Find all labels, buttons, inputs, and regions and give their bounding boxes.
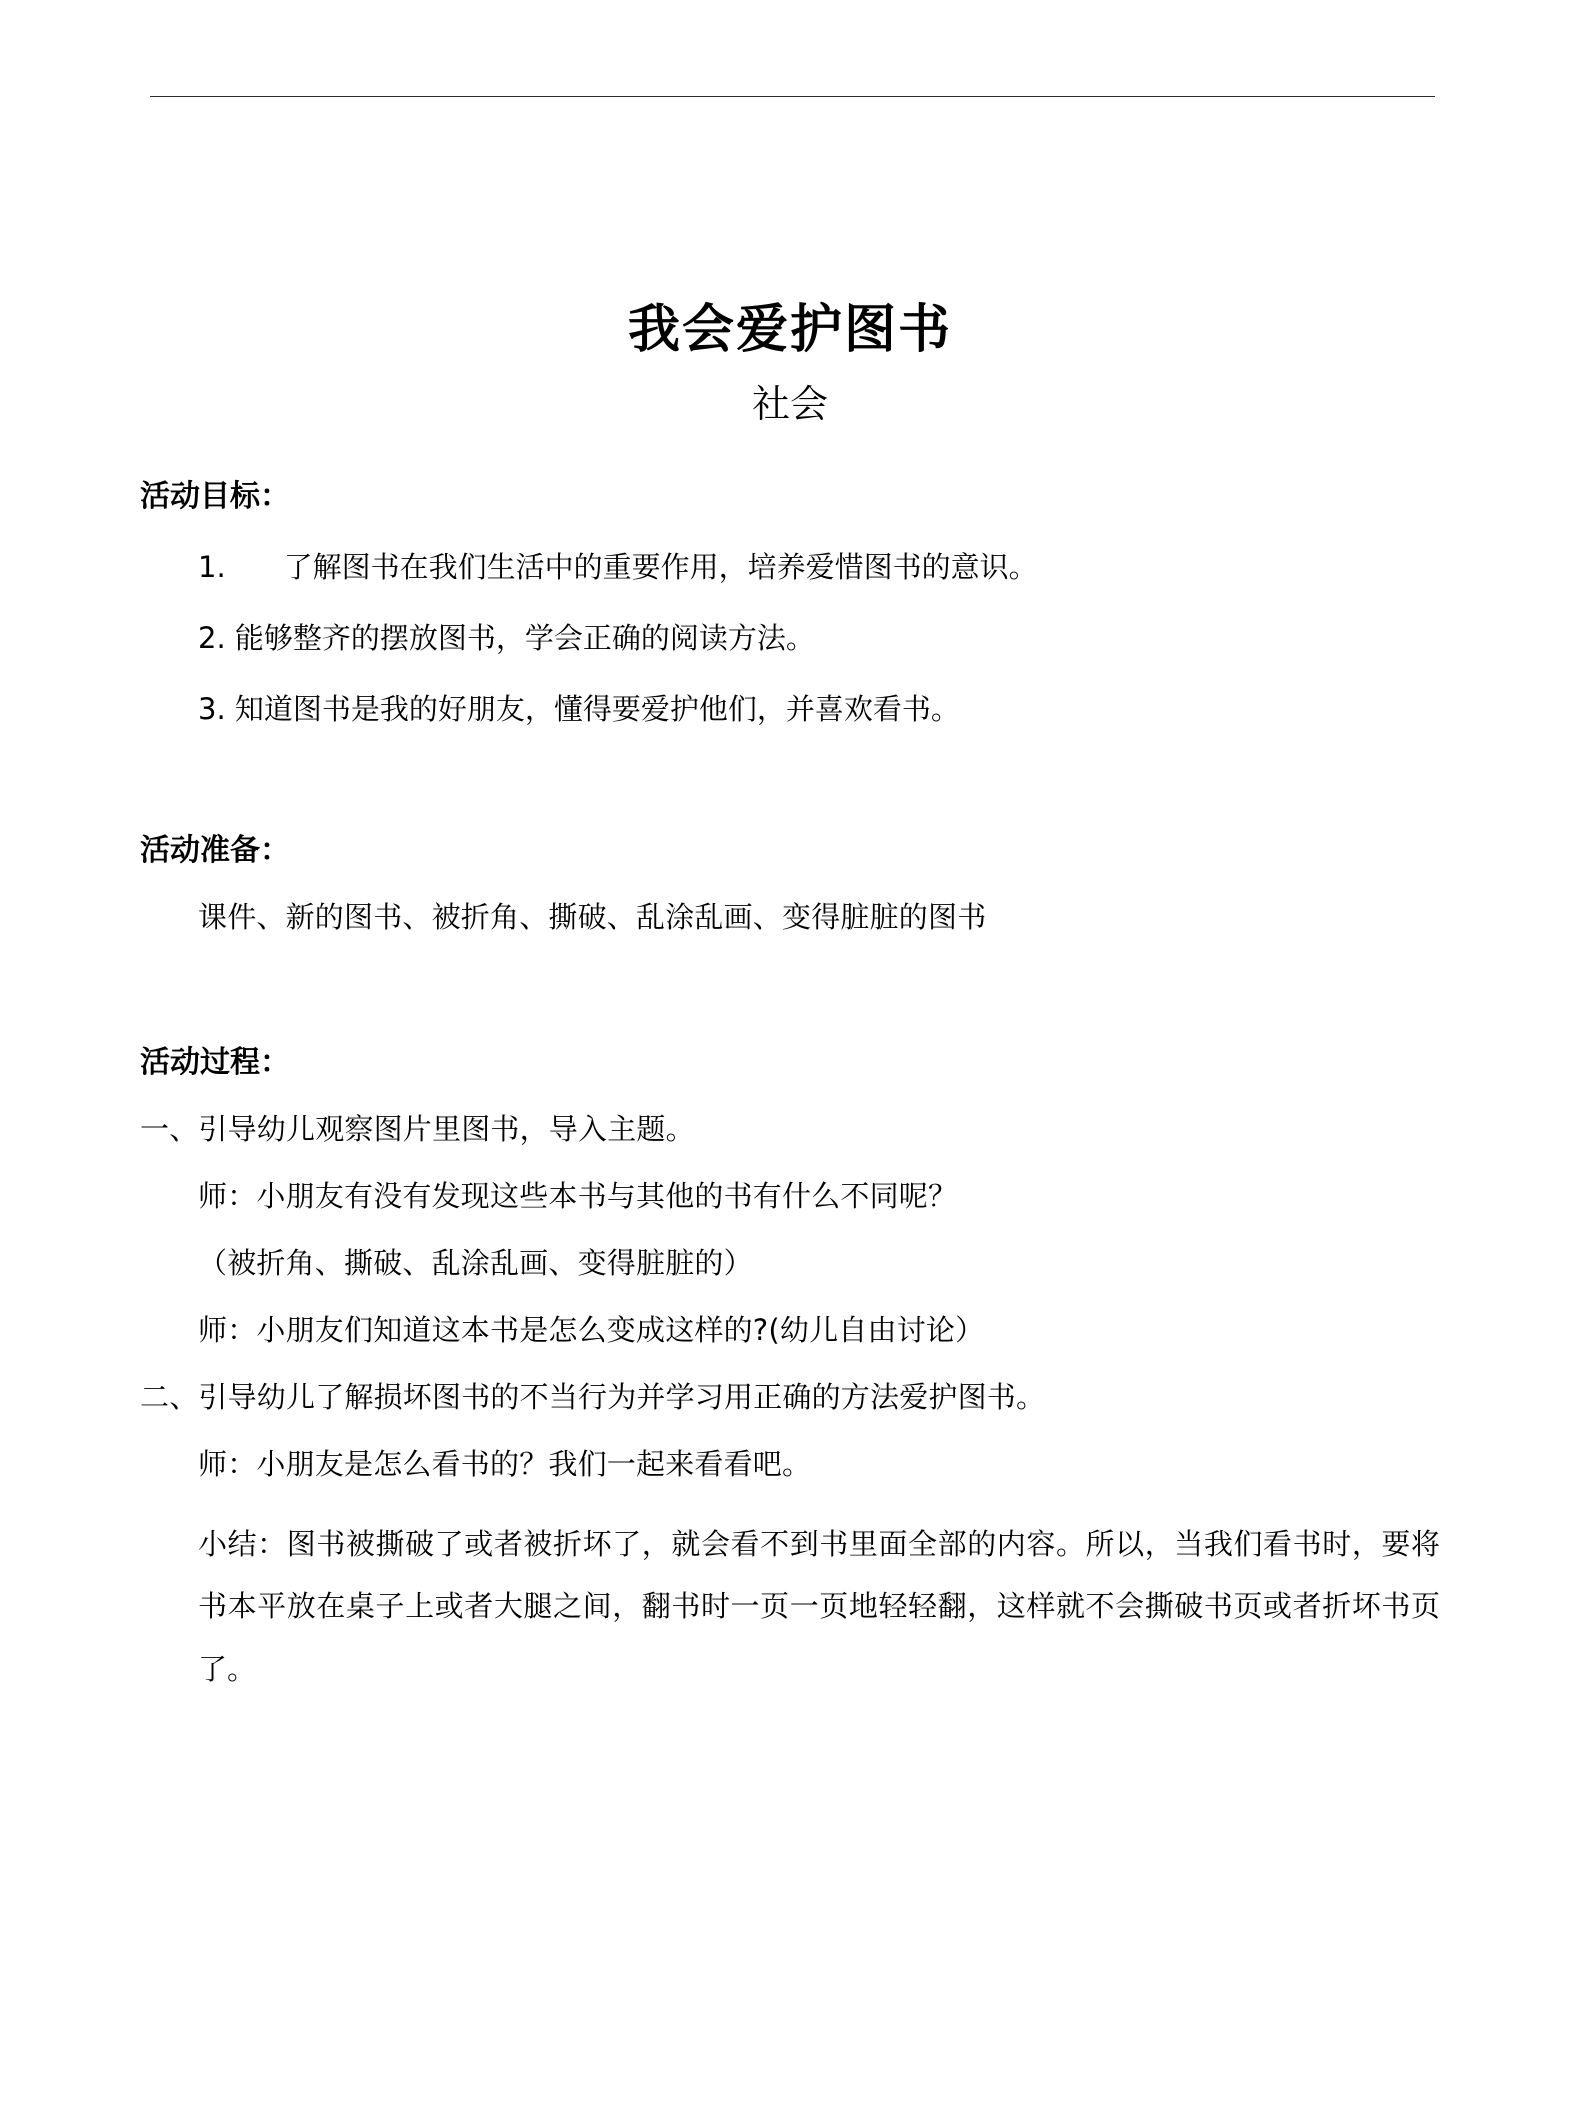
- objective-item-2: 2. 能够整齐的摆放图书，学会正确的阅读方法。: [198, 621, 815, 656]
- process-step-1-lead: 一、引导幼儿观察图片里图书，导入主题。: [140, 1112, 695, 1147]
- objective-item-3: 3. 知道图书是我的好朋友，懂得要爱护他们，并喜欢看书。: [198, 692, 960, 727]
- header-divider-line: [150, 96, 1435, 97]
- section-heading-process: 活动过程：: [140, 1045, 290, 1081]
- process-step-2-lead: 二、引导幼儿了解损坏图书的不当行为并学习用正确的方法爱护图书。: [140, 1379, 1046, 1414]
- section-heading-preparation: 活动准备：: [140, 833, 290, 869]
- page-subtitle: 社会: [751, 384, 828, 426]
- process-step-2-line-1: 师：小朋友是怎么看书的？我们一起来看看吧。: [198, 1446, 812, 1481]
- page-title: 我会爱护图书: [627, 300, 952, 360]
- document-body: [140, 150, 1440, 1701]
- process-step-2-summary: 小结：图书被撕破了或者被折坏了，就会看不到书里面全部的内容。所以，当我们看书时，要将书本平放在桌子上或者大腿之间，翻书时一页一页地轻轻翻，这样就不会撕破书页或者折坏书页了。: [198, 1526, 1440, 1687]
- objective-item-1: 1. 了解图书在我们生活中的重要作用，培养爱惜图书的意识。: [198, 550, 1038, 585]
- section-heading-objectives: 活动目标：: [140, 479, 290, 515]
- process-step-1-line-1: 师：小朋友有没有发现这些本书与其他的书有什么不同呢？: [198, 1179, 958, 1214]
- preparation-item-1: 课件、新的图书、被折角、撕破、乱涂乱画、变得脏脏的图书: [198, 900, 987, 935]
- process-step-1-line-2: （被折角、撕破、乱涂乱画、变得脏脏的）: [198, 1246, 753, 1281]
- page-header: [0, 0, 1587, 110]
- process-step-1-line-3: 师：小朋友们知道这本书是怎么变成这样的?(幼儿自由讨论）: [198, 1312, 985, 1347]
